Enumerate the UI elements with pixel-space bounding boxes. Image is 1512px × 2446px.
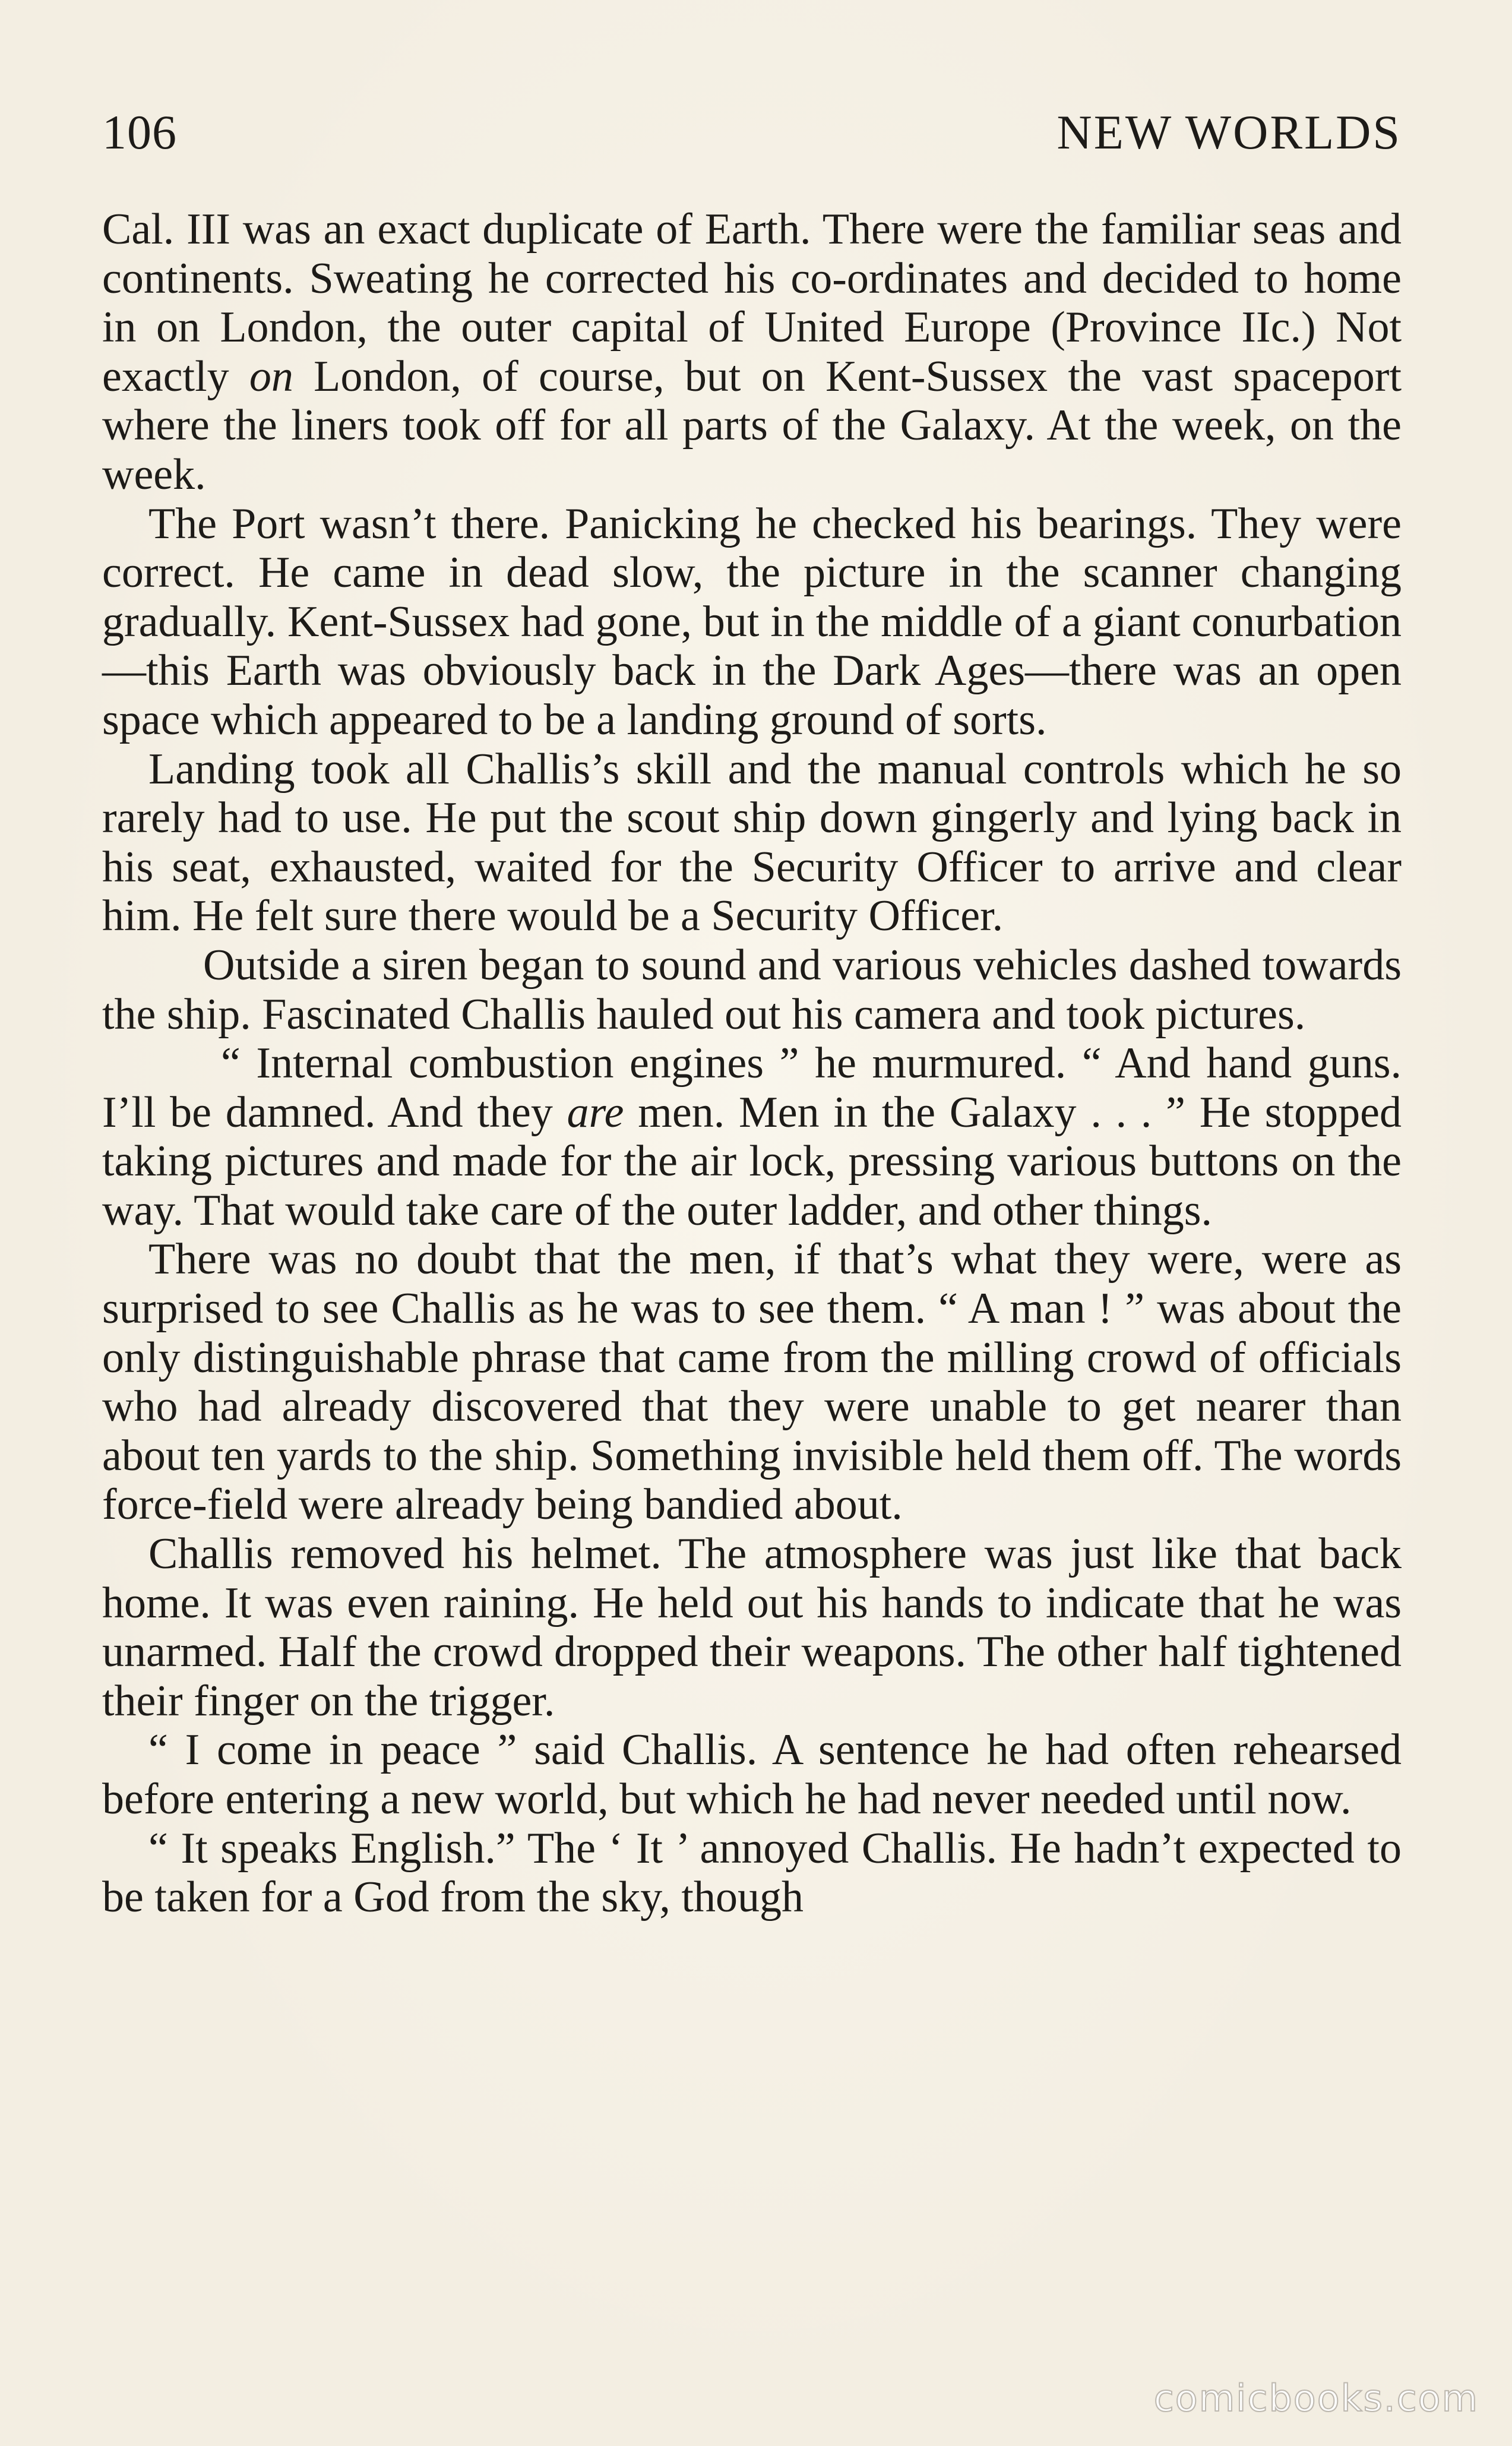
paragraph-5-text: “ Internal combustion engines ” he murmured. “ And hand guns. I’ll be damned. And they [102,1039,1402,1137]
watermark: comicbooks.com [1153,2377,1479,2420]
paragraph-1 [102,205,1402,500]
paragraph-1-text-end: London, of course, but on Kent-Sussex the vast spaceport where the liners took off for all parts of the Galaxy. At the week, on the week. [102,352,1402,499]
paragraph-1-text: Cal. III was an exact duplicate of Earth. There were the familiar seas and continents. Sweating he corrected his co-ordinates and decided to home in on London, the outer capital of United Europe (Province IIc.) Not exactly [102,205,1402,401]
paragraph-1-emphasis: on [249,352,293,401]
running-head: NEW WORLDS [1056,105,1402,159]
paragraph-4: Outside a siren began to sound and various vehicles dashed towards the ship. Fascinated Challis hauled out his camera and took pictures. [102,940,1402,1039]
paragraph-9: “ It speaks English.” The ‘ It ’ annoyed Challis. He hadn’t expected to be taken for a God from the sky, though [102,1824,1402,1922]
story-text [102,205,1402,1922]
page-number: 106 [102,105,177,159]
paragraph-5-text-end: men. Men in the Galaxy . . . ” He stopped taking pictures and made for the air lock, pressing various buttons on the way. That would take care of the outer ladder, and other things. [102,1088,1402,1235]
paragraph-7: Challis removed his helmet. The atmosphere was just like that back home. It was even raining. He held out his hands to indicate that he was unarmed. Half the crowd dropped their weapons. The other half tightened their finger on the trigger. [102,1529,1402,1726]
page-header [102,100,1402,165]
paragraph-8: “ I come in peace ” said Challis. A sentence he had often rehearsed before entering a new world, but which he had never needed until now. [102,1726,1402,1824]
paragraph-6: There was no doubt that the men, if that’s what they were, were as surprised to see Challis as he was to see them. “ A man ! ” was about the only distinguishable phrase that came from the milling crowd of officials who had already discovered that they were unable to get nearer than about ten yards to the ship. Something invisible held them off. The words force-field were already being bandied about. [102,1235,1402,1529]
paragraph-5 [102,1039,1402,1235]
paragraph-3: Landing took all Challis’s skill and the manual controls which he so rarely had to use. He put the scout ship down gingerly and lying back in his seat, exhausted, waited for the Security Officer to arrive and clear him. He felt sure there would be a Security Officer. [102,744,1402,941]
paragraph-5-emphasis: are [567,1088,624,1137]
paragraph-2: The Port wasn’t there. Panicking he checked his bearings. They were correct. He came in dead slow, the picture in the scanner changing gradually. Kent-Sussex had gone, but in the middle of a giant conurbation—this Earth was obviously back in the Dark Ages—there was an open space which appeared to be a landing ground of sorts. [102,499,1402,744]
